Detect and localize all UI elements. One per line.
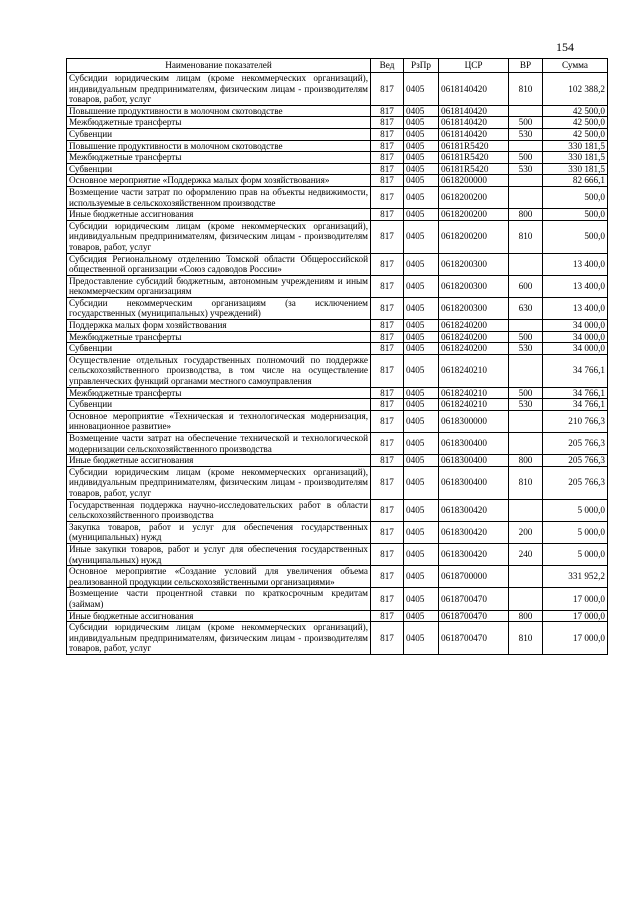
cell-ved: 817 [371, 354, 404, 387]
table-row [67, 622, 608, 655]
cell-csr: 0618300420 [439, 521, 509, 543]
cell-ved: 817 [371, 152, 404, 164]
cell-sum: 102 388,2 [543, 73, 608, 106]
cell-ved: 817 [371, 343, 404, 355]
cell-rzpr: 0405 [404, 163, 439, 175]
table-row [67, 588, 608, 610]
cell-ved: 817 [371, 117, 404, 129]
cell-csr: 0618240210 [439, 387, 509, 399]
table-row [67, 433, 608, 455]
cell-ved: 817 [371, 499, 404, 521]
table-row [67, 220, 608, 253]
table-row [67, 152, 608, 164]
cell-name: Межбюджетные трансферты [67, 152, 371, 164]
cell-vr: 600 [509, 275, 543, 297]
cell-name: Субсидии юридическим лицам (кроме некоммерческих организаций), индивидуальным предпринимателям, физическим лицам - производителям товаров, работ, услуг [67, 220, 371, 253]
cell-csr: 0618140420 [439, 128, 509, 140]
cell-sum: 205 766,3 [543, 466, 608, 499]
cell-csr: 06181R5420 [439, 140, 509, 152]
cell-name: Иные бюджетные ассигнования [67, 209, 371, 221]
cell-ved: 817 [371, 175, 404, 187]
cell-csr: 0618200300 [439, 275, 509, 297]
cell-rzpr: 0405 [404, 297, 439, 319]
cell-name: Повышение продуктивности в молочном скотоводстве [67, 140, 371, 152]
table-row [67, 610, 608, 622]
cell-sum: 17 000,0 [543, 610, 608, 622]
table-row [67, 105, 608, 117]
cell-name: Поддержка малых форм хозяйствования [67, 320, 371, 332]
cell-name: Повышение продуктивности в молочном скотоводстве [67, 105, 371, 117]
cell-name: Основное мероприятие «Поддержка малых форм хозяйствования» [67, 175, 371, 187]
cell-vr: 500 [509, 152, 543, 164]
cell-vr: 500 [509, 117, 543, 129]
cell-csr: 0618240210 [439, 354, 509, 387]
cell-sum: 34 766,1 [543, 399, 608, 411]
cell-ved: 817 [371, 521, 404, 543]
cell-rzpr: 0405 [404, 387, 439, 399]
cell-vr [509, 105, 543, 117]
cell-rzpr: 0405 [404, 220, 439, 253]
cell-ved: 817 [371, 622, 404, 655]
cell-sum: 500,0 [543, 186, 608, 208]
cell-name: Возмещение части затрат по оформлению прав на объекты недвижимости, используемые в сельскохозяйственном производстве [67, 186, 371, 208]
budget-table [66, 58, 608, 655]
cell-ved: 817 [371, 588, 404, 610]
cell-sum: 13 400,0 [543, 297, 608, 319]
cell-ved: 817 [371, 163, 404, 175]
table-row [67, 186, 608, 208]
cell-rzpr: 0405 [404, 73, 439, 106]
cell-rzpr: 0405 [404, 105, 439, 117]
cell-sum: 5 000,0 [543, 499, 608, 521]
cell-ved: 817 [371, 466, 404, 499]
cell-rzpr: 0405 [404, 433, 439, 455]
cell-csr: 0618240200 [439, 320, 509, 332]
cell-rzpr: 0405 [404, 209, 439, 221]
cell-sum: 34 766,1 [543, 354, 608, 387]
cell-csr: 0618300420 [439, 499, 509, 521]
cell-name: Основное мероприятие «Создание условий для увеличения объема реализованной продукции сельскохозяйственными организациями» [67, 566, 371, 588]
cell-sum: 210 766,3 [543, 410, 608, 432]
table-row [67, 466, 608, 499]
cell-name: Субсидия Региональному отделению Томской области Общероссийской общественной организации «Союз садоводов России» [67, 253, 371, 275]
cell-vr: 530 [509, 399, 543, 411]
cell-sum: 17 000,0 [543, 588, 608, 610]
cell-sum: 13 400,0 [543, 253, 608, 275]
cell-rzpr: 0405 [404, 399, 439, 411]
cell-rzpr: 0405 [404, 354, 439, 387]
cell-name: Межбюджетные трансферты [67, 331, 371, 343]
cell-vr [509, 433, 543, 455]
cell-rzpr: 0405 [404, 466, 439, 499]
cell-vr: 500 [509, 331, 543, 343]
table-row [67, 163, 608, 175]
cell-vr [509, 175, 543, 187]
cell-name: Возмещение части процентной ставки по краткосрочным кредитам (займам) [67, 588, 371, 610]
cell-csr: 0618200300 [439, 297, 509, 319]
cell-ved: 817 [371, 543, 404, 565]
cell-ved: 817 [371, 73, 404, 106]
cell-csr: 0618200200 [439, 209, 509, 221]
cell-name: Закупка товаров, работ и услуг для обеспечения государственных (муниципальных) нужд [67, 521, 371, 543]
header-vr: ВР [509, 59, 543, 73]
cell-rzpr: 0405 [404, 455, 439, 467]
table-row [67, 399, 608, 411]
cell-name: Государственная поддержка научно-исследовательских работ в области сельскохозяйственного производства [67, 499, 371, 521]
cell-csr: 0618200200 [439, 186, 509, 208]
cell-name: Субсидии юридическим лицам (кроме некоммерческих организаций), индивидуальным предпринимателям, физическим лицам - производителям товаров, работ, услуг [67, 73, 371, 106]
cell-csr: 0618300420 [439, 543, 509, 565]
cell-sum: 205 766,3 [543, 455, 608, 467]
cell-csr: 0618700000 [439, 566, 509, 588]
cell-csr: 0618300000 [439, 410, 509, 432]
table-row [67, 566, 608, 588]
cell-vr: 810 [509, 220, 543, 253]
cell-rzpr: 0405 [404, 186, 439, 208]
cell-vr [509, 140, 543, 152]
cell-vr: 530 [509, 128, 543, 140]
cell-name: Иные бюджетные ассигнования [67, 610, 371, 622]
cell-csr: 0618300400 [439, 455, 509, 467]
cell-vr: 530 [509, 163, 543, 175]
table-row [67, 128, 608, 140]
table-row [67, 331, 608, 343]
cell-sum: 331 952,2 [543, 566, 608, 588]
cell-sum: 5 000,0 [543, 543, 608, 565]
table-row [67, 543, 608, 565]
cell-name: Субсидии юридическим лицам (кроме некоммерческих организаций), индивидуальным предпринимателям, физическим лицам - производителям товаров, работ, услуг [67, 466, 371, 499]
cell-vr: 240 [509, 543, 543, 565]
cell-rzpr: 0405 [404, 521, 439, 543]
cell-sum: 82 666,1 [543, 175, 608, 187]
table-row [67, 455, 608, 467]
cell-ved: 817 [371, 399, 404, 411]
cell-ved: 817 [371, 209, 404, 221]
header-ved: Вед [371, 59, 404, 73]
cell-vr [509, 320, 543, 332]
cell-sum: 34 000,0 [543, 343, 608, 355]
table-row [67, 117, 608, 129]
cell-vr [509, 354, 543, 387]
cell-ved: 817 [371, 105, 404, 117]
cell-name: Осуществление отдельных государственных полномочий по поддержке сельскохозяйственного производства, в том числе на осуществление управленческих функций органами местного самоуправления [67, 354, 371, 387]
cell-rzpr: 0405 [404, 610, 439, 622]
cell-name: Субвенции [67, 163, 371, 175]
cell-vr: 800 [509, 209, 543, 221]
cell-sum: 500,0 [543, 209, 608, 221]
cell-vr: 800 [509, 455, 543, 467]
cell-sum: 205 766,3 [543, 433, 608, 455]
cell-rzpr: 0405 [404, 566, 439, 588]
cell-vr: 810 [509, 466, 543, 499]
cell-ved: 817 [371, 140, 404, 152]
cell-vr [509, 186, 543, 208]
cell-ved: 817 [371, 387, 404, 399]
cell-ved: 817 [371, 410, 404, 432]
cell-name: Субвенции [67, 128, 371, 140]
cell-ved: 817 [371, 275, 404, 297]
cell-sum: 5 000,0 [543, 521, 608, 543]
cell-name: Предоставление субсидий бюджетным, автономным учреждениям и иным некоммерческим организациям [67, 275, 371, 297]
table-row [67, 209, 608, 221]
cell-name: Субсидии юридическим лицам (кроме некоммерческих организаций), индивидуальным предпринимателям, физическим лицам - производителям товаров, работ, услуг [67, 622, 371, 655]
header-sum: Сумма [543, 59, 608, 73]
cell-rzpr: 0405 [404, 343, 439, 355]
cell-vr: 630 [509, 297, 543, 319]
cell-rzpr: 0405 [404, 543, 439, 565]
cell-sum: 17 000,0 [543, 622, 608, 655]
cell-sum: 42 500,0 [543, 128, 608, 140]
cell-vr: 530 [509, 343, 543, 355]
table-row [67, 343, 608, 355]
cell-rzpr: 0405 [404, 128, 439, 140]
cell-ved: 817 [371, 297, 404, 319]
cell-rzpr: 0405 [404, 588, 439, 610]
header-rzpr: РзПр [404, 59, 439, 73]
cell-name: Иные бюджетные ассигнования [67, 455, 371, 467]
cell-csr: 0618240210 [439, 399, 509, 411]
cell-ved: 817 [371, 331, 404, 343]
cell-csr: 0618700470 [439, 610, 509, 622]
table-row [67, 320, 608, 332]
cell-ved: 817 [371, 566, 404, 588]
cell-name: Основное мероприятие «Техническая и технологическая модернизация, инновационное развитие» [67, 410, 371, 432]
cell-csr: 0618300400 [439, 466, 509, 499]
cell-sum: 34 000,0 [543, 331, 608, 343]
table-row [67, 253, 608, 275]
cell-sum: 34 000,0 [543, 320, 608, 332]
cell-ved: 817 [371, 220, 404, 253]
table-row [67, 387, 608, 399]
cell-csr: 0618140420 [439, 117, 509, 129]
cell-sum: 500,0 [543, 220, 608, 253]
cell-rzpr: 0405 [404, 499, 439, 521]
table-row [67, 275, 608, 297]
cell-ved: 817 [371, 455, 404, 467]
table-row [67, 354, 608, 387]
cell-name: Субвенции [67, 343, 371, 355]
cell-csr: 0618240200 [439, 331, 509, 343]
cell-rzpr: 0405 [404, 140, 439, 152]
cell-vr: 200 [509, 521, 543, 543]
cell-vr [509, 566, 543, 588]
cell-ved: 817 [371, 610, 404, 622]
page-number: 154 [556, 40, 574, 54]
header-csr: ЦСР [439, 59, 509, 73]
cell-csr: 0618200300 [439, 253, 509, 275]
cell-rzpr: 0405 [404, 117, 439, 129]
cell-name: Возмещение части затрат на обеспечение технической и технологической модернизации сельскохозяйственного производства [67, 433, 371, 455]
cell-rzpr: 0405 [404, 320, 439, 332]
table-row [67, 521, 608, 543]
table-header-row [67, 59, 608, 73]
cell-vr: 810 [509, 622, 543, 655]
cell-csr: 0618200200 [439, 220, 509, 253]
cell-rzpr: 0405 [404, 331, 439, 343]
cell-csr: 06181R5420 [439, 152, 509, 164]
cell-vr: 500 [509, 387, 543, 399]
cell-csr: 0618140420 [439, 105, 509, 117]
cell-vr [509, 588, 543, 610]
cell-name: Субсидии некоммерческим организациям (за исключением государственных (муниципальных) учреждений) [67, 297, 371, 319]
table-row [67, 410, 608, 432]
cell-vr [509, 410, 543, 432]
table-row [67, 175, 608, 187]
cell-rzpr: 0405 [404, 175, 439, 187]
cell-csr: 0618140420 [439, 73, 509, 106]
cell-name: Иные закупки товаров, работ и услуг для обеспечения государственных (муниципальных) нужд [67, 543, 371, 565]
cell-ved: 817 [371, 186, 404, 208]
cell-name: Субвенции [67, 399, 371, 411]
cell-csr: 0618200000 [439, 175, 509, 187]
cell-sum: 330 181,5 [543, 163, 608, 175]
cell-sum: 330 181,5 [543, 140, 608, 152]
cell-vr [509, 499, 543, 521]
cell-sum: 34 766,1 [543, 387, 608, 399]
cell-sum: 330 181,5 [543, 152, 608, 164]
table-body [67, 73, 608, 655]
cell-ved: 817 [371, 320, 404, 332]
cell-rzpr: 0405 [404, 253, 439, 275]
cell-csr: 0618300400 [439, 433, 509, 455]
cell-csr: 0618700470 [439, 588, 509, 610]
cell-csr: 0618700470 [439, 622, 509, 655]
cell-sum: 42 500,0 [543, 117, 608, 129]
cell-vr: 810 [509, 73, 543, 106]
cell-vr [509, 253, 543, 275]
cell-ved: 817 [371, 253, 404, 275]
cell-rzpr: 0405 [404, 622, 439, 655]
header-name: Наименование показателей [67, 59, 371, 73]
cell-csr: 06181R5420 [439, 163, 509, 175]
cell-sum: 42 500,0 [543, 105, 608, 117]
cell-ved: 817 [371, 128, 404, 140]
cell-name: Межбюджетные трансферты [67, 117, 371, 129]
cell-rzpr: 0405 [404, 410, 439, 432]
table-row [67, 140, 608, 152]
cell-name: Межбюджетные трансферты [67, 387, 371, 399]
cell-rzpr: 0405 [404, 152, 439, 164]
table-row [67, 73, 608, 106]
cell-rzpr: 0405 [404, 275, 439, 297]
cell-sum: 13 400,0 [543, 275, 608, 297]
cell-ved: 817 [371, 433, 404, 455]
table-row [67, 499, 608, 521]
cell-csr: 0618240200 [439, 343, 509, 355]
cell-vr: 800 [509, 610, 543, 622]
table-row [67, 297, 608, 319]
